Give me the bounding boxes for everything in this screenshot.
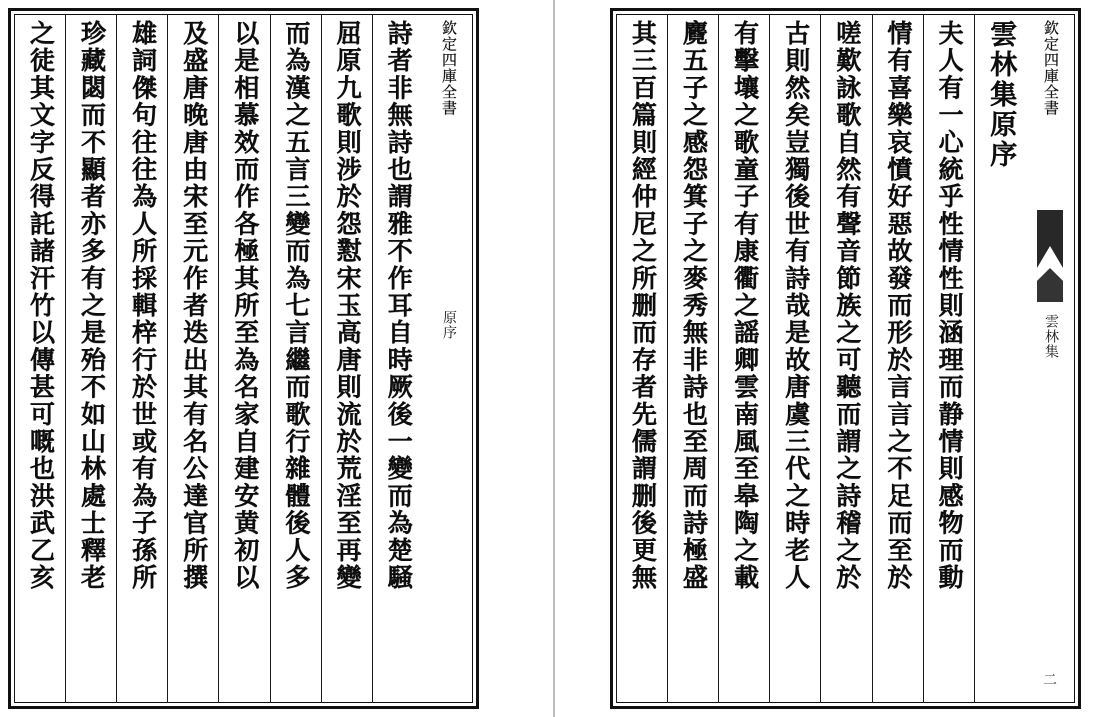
fishtail-ornament-lower-icon bbox=[1037, 268, 1063, 302]
text-column-l8 bbox=[14, 14, 65, 703]
right-leaf bbox=[610, 8, 1081, 709]
spine-label-left: 原序 bbox=[441, 310, 457, 340]
page-gutter bbox=[553, 0, 555, 717]
page-number-right: 二 bbox=[1041, 672, 1057, 687]
text-column-r7 bbox=[667, 14, 718, 703]
text-line: 詩者非無詩也謂雅不作耳自時厥後一變而為楚騒 bbox=[384, 20, 414, 592]
right-leaf-columns bbox=[616, 14, 1075, 703]
text-line: 情有喜樂哀憤好惡故發而形於言言之不足而至於 bbox=[883, 20, 913, 592]
text-line: 以是相慕效而作各極其所至為名家自建安黄初以 bbox=[230, 20, 260, 592]
left-spine-column bbox=[423, 14, 473, 703]
text-line: 而為漢之五言三變而為七言繼而歌行雜體後人多 bbox=[281, 20, 311, 592]
text-column-l3 bbox=[270, 14, 321, 703]
spine-label-right: 雲林集 bbox=[1043, 314, 1059, 359]
text-line: 珍藏閟而不顯者亦多有之是殆不如山林處士釋老 bbox=[77, 20, 107, 592]
text-column-r6 bbox=[718, 14, 769, 703]
text-line: 屈原九歌則涉於怨懟宋玉高唐則流於荒淫至再變 bbox=[332, 20, 362, 592]
text-column-l7 bbox=[65, 14, 116, 703]
document-title: 雲林集原序 bbox=[985, 20, 1017, 170]
text-column-l1 bbox=[372, 14, 423, 703]
text-column-r8 bbox=[616, 14, 667, 703]
text-column-r5 bbox=[769, 14, 820, 703]
text-line: 及盛唐晚唐由宋至元作者迭出其有名公達官所撰 bbox=[179, 20, 209, 592]
series-banner-left: 欽定四庫全書 bbox=[439, 20, 458, 116]
text-line: 夫人有一心統乎性情性則涵理而静情則感物而動 bbox=[934, 20, 964, 592]
text-column-r1 bbox=[974, 14, 1025, 703]
left-leaf-columns bbox=[14, 14, 473, 703]
text-column-l2 bbox=[321, 14, 372, 703]
series-banner-right: 欽定四庫全書 bbox=[1041, 20, 1060, 116]
text-line: 有擊壤之歌童子有康衢之謡卿雲南風至皋陶之載 bbox=[730, 20, 760, 592]
text-line: 嗟歎詠歌自然有聲音節族之可聽而謂之詩稽之於 bbox=[832, 20, 862, 592]
text-line: 之徒其文字反得託諸汗竹以傳甚可嘅也洪武乙亥 bbox=[26, 20, 56, 592]
text-column-l4 bbox=[218, 14, 269, 703]
text-column-r3 bbox=[872, 14, 923, 703]
text-line: 其三百篇則經仲尼之所删而存者先儒謂删後更無 bbox=[628, 20, 658, 592]
text-column-l6 bbox=[116, 14, 167, 703]
left-leaf bbox=[8, 8, 479, 709]
text-column-r4 bbox=[820, 14, 871, 703]
text-line: 雄詞傑句往往為人所採輯梓行於世或有為子孫所 bbox=[128, 20, 158, 592]
text-line: 古則然矣豈獨後世有詩哉是故唐虞三代之時老人 bbox=[781, 20, 811, 592]
right-spine-column bbox=[1025, 14, 1075, 703]
text-column-r2 bbox=[923, 14, 974, 703]
text-line: 麑五子之感怨箕子之麥秀無非詩也至周而詩極盛 bbox=[679, 20, 709, 592]
text-column-l5 bbox=[167, 14, 218, 703]
